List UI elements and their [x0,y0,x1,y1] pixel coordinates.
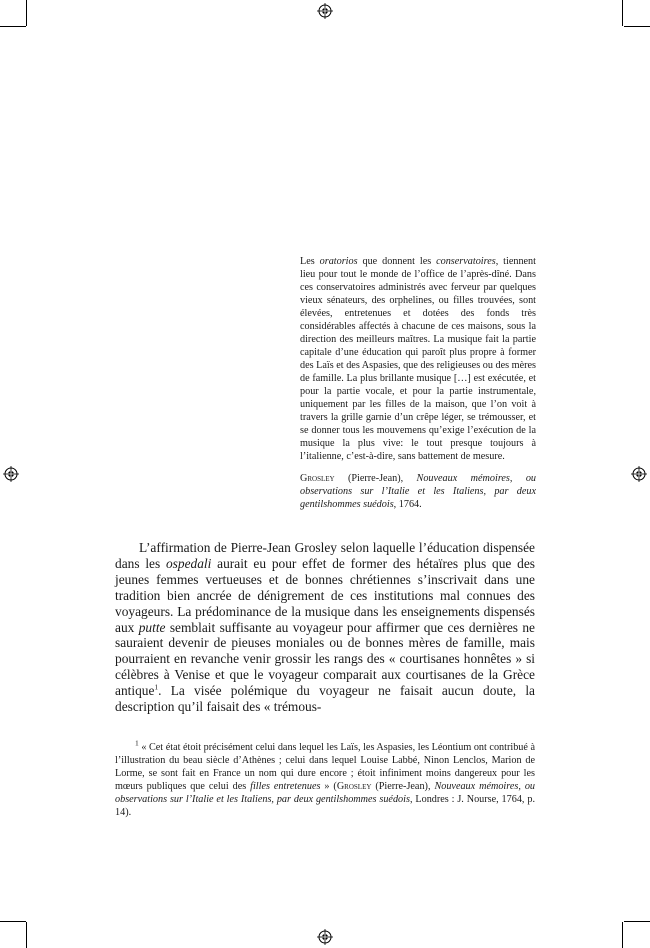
crop-mark-top-right-horizontal [624,26,650,27]
footnote-text: « Cet état étoit précisément celui dans lequel les Laïs, les Aspasies, les Léontium ont contribué à l’illustration du beau siècle d’Athènes ; celui dans lequel Louise Labbé, Ninon Lenclos, Marion de Lorme, se sont fait en France un nom qui dure encore ; étoit infiniment moins dangereux pour les mœurs publiques que celui des [115,742,535,793]
body-text-run: aurait eu pour effet de former des hétaïres plus que des jeunes femmes vertueuses et de bonnes chrétiennes s’inscrivait dans une tradition bien ancrée de dénigrement de ces institutions mal connues des voyageurs. La prédominance de la musique dans les enseignements dispensés aux [115,555,535,635]
body-italic-ospedali: ospedali [165,555,212,571]
epigraph-source-author: Grosley [300,473,335,484]
footnote [115,738,536,820]
epigraph-text: , tiennent lieu pour tout le monde de l’office de l’après-dîné. Dans ces conservatoires administrés avec ferveur par quelques vieux sénateurs, des orphelines, ou filles trouvées, sont élevées, entretenues et dotées des fonds très considérables affectés à chacune de ces maisons, sous la direction des meilleurs maîtres. La musique fait la partie capitale d’une éducation qui paroît plus propre à former des Laïs et des Aspasies, que des religieuses ou des mères de famille. La plus brillante musique […] est exécutée, et pour la partie vocale, et pour la partie instrumentale, uniquement par les filles de la maison, que l’on voit à travers la grille garnie d’un crêpe léger, se trémousser, et se donner tous les mouvemens qu’exige l’exécution de la musique la plus vive: le tout presque toujours à l’italienne, c’est-à-dire, sans battement de mesure. [300,256,536,462]
crop-mark-bottom-right-horizontal [624,921,650,922]
epigraph-text: Les [300,256,320,267]
epigraph-italic-oratorios: oratorios [319,256,358,267]
registration-mark-left-icon [3,466,19,482]
footnote-paragraph [115,738,536,820]
crop-mark-bottom-left-vertical [26,922,27,948]
footnote-title: Nouveaux mémoires, ou observations sur l’Italie et les Italiens, par deux gentilshommes suédois [115,781,536,806]
body-text-run: . La visée polémique du voyageur ne faisait aucun doute, la description qu’il faisait des « trémous- [115,683,535,715]
body-text [115,540,535,715]
crop-mark-bottom-right-vertical [622,922,623,948]
crop-mark-top-left-vertical [26,0,27,26]
registration-mark-top-icon [317,3,333,19]
epigraph-source-year: , 1764. [393,499,422,510]
footnote-text: (Pierre-Jean), [371,781,435,793]
body-text-run: L’affirmation de Pierre-Jean Grosley selon laquelle l’éducation dispensée dans les [115,540,535,571]
registration-mark-bottom-icon [317,929,333,945]
body-text-run: semblait suffisante au voyageur pour affirmer que ces dernières ne sauraient devenir de pieuses moniales ou de bonnes mères de famille, mais pourraient en revanche venir grossir les rangs des « courtisanes honnêtes » si célèbres à Venise et que le voyageur comparait aux courtisanes de la Grèce antique [115,619,535,699]
epigraph-quote [300,255,536,463]
epigraph [300,255,536,511]
epigraph-italic-conservatoires: conservatoires [436,256,496,267]
body-italic-putte: putte [138,619,166,635]
crop-mark-top-left-horizontal [0,26,26,27]
epigraph-source [300,472,536,511]
crop-mark-top-right-vertical [622,0,623,26]
epigraph-source-title: Nouveaux mémoires, ou observations sur l’Italie et les Italiens, par deux gentilshommes suédois [300,473,537,510]
footnote-reference[interactable]: 1 [154,682,159,692]
epigraph-text: que donnent les [357,256,437,267]
footnote-text: , Londres : J. Nourse, 1764, p. 14). [115,794,535,819]
footnote-author: Grosley [336,781,372,793]
body-paragraph [115,540,535,715]
footnote-text: » ( [320,781,337,793]
epigraph-source-name: (Pierre-Jean), [334,473,417,484]
registration-mark-right-icon [631,466,647,482]
footnote-number: 1 [135,738,139,748]
crop-mark-bottom-left-horizontal [0,921,26,922]
footnote-italic-filles-entretenues: filles entretenues [250,781,321,793]
